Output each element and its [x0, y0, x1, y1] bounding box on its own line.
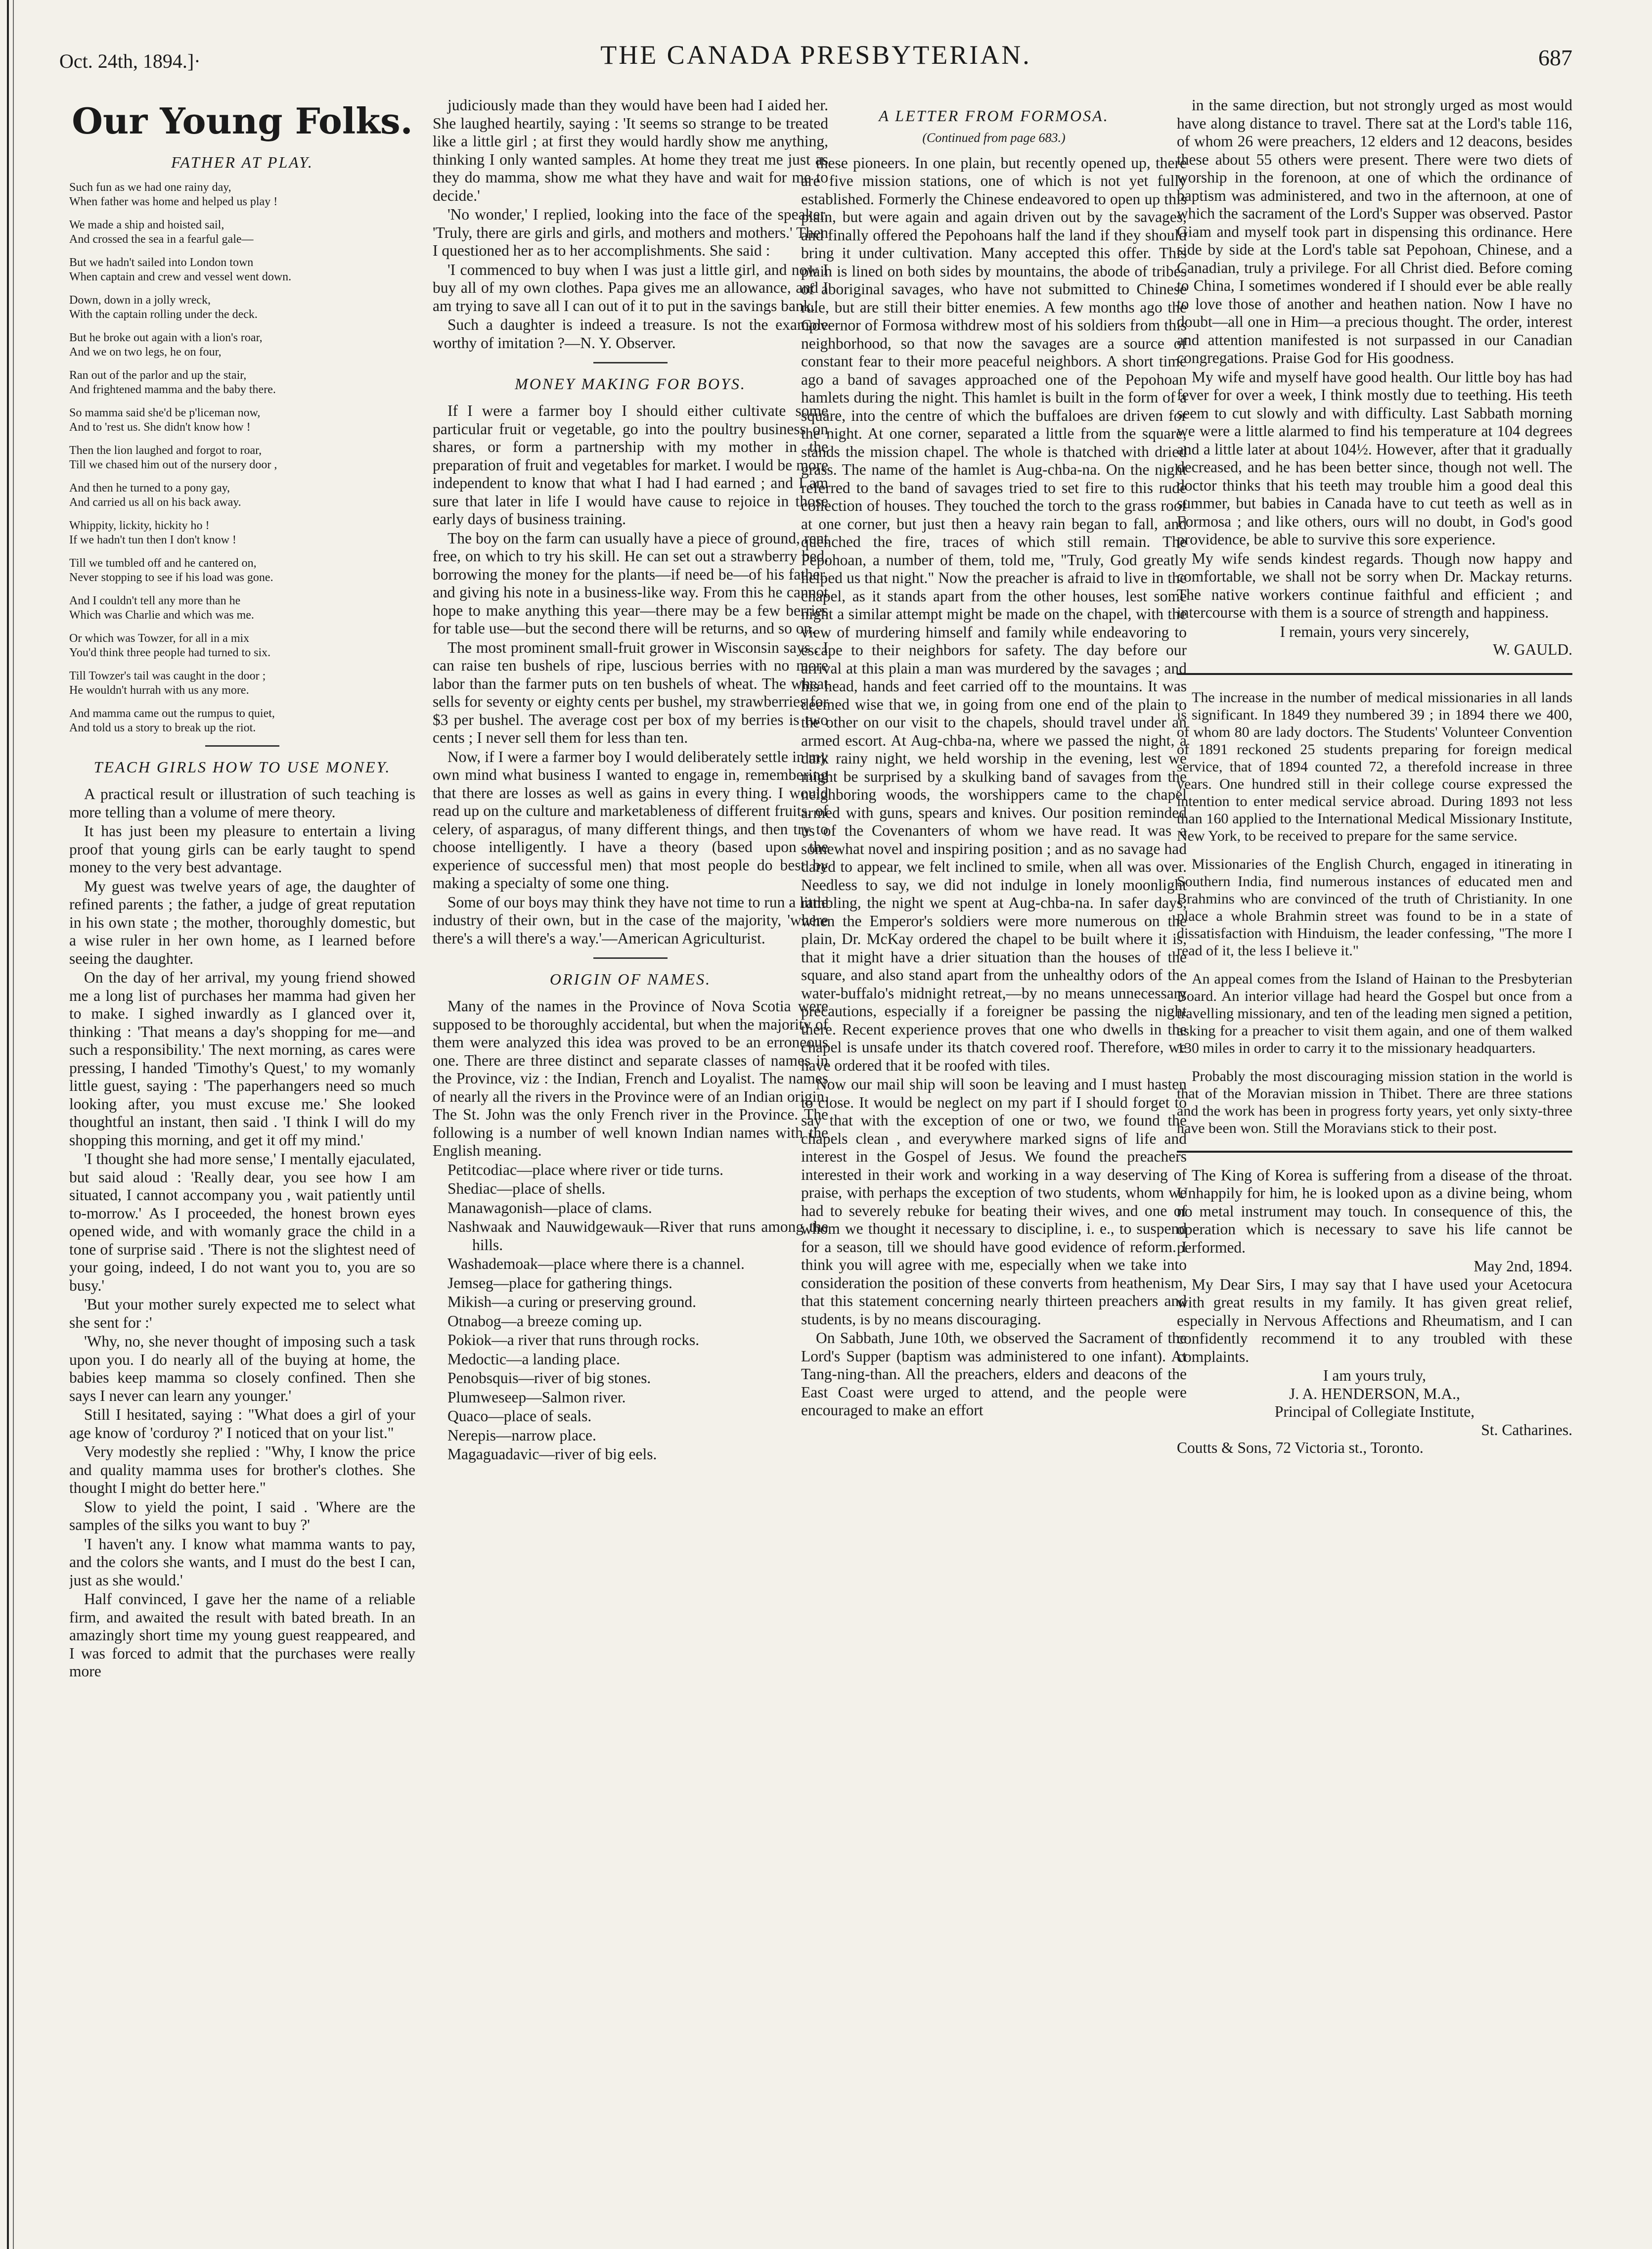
place-name-entry: Otnabog—a breeze coming up.	[447, 1312, 642, 1330]
place-name-entry: Mikish—a curing or preserving ground.	[447, 1293, 697, 1310]
paragraph: On Sabbath, June 10th, we observed the Sacrament of the Lord's Supper (baptism was administered to one infant). At Tang-ning-than. All the preachers, elders and deacons of the East Coast were urged to attend, and the people were encouraged to make an effort	[801, 1329, 1187, 1419]
place-name-entry: Manawagonish—place of clams.	[447, 1199, 652, 1216]
paragraph: 'No wonder,' I replied, looking into the face of the speaker. 'Truly, there are girls and girls, and mothers and mothers.' Then I questioned her as to her accomplishments. She said :	[433, 206, 828, 259]
signature-line: J. A. HENDERSON, M.A.,	[1289, 1385, 1460, 1402]
paragraph: On the day of her arrival, my young friend showed me a long list of purchases her mamma had given her to make. I sighed inwardly as I glanced over it, thinking : 'That means a day's shopping for me—and such a responsibility.' The next morning, as cares were pressing, I handed 'Timothy's Quest,' to my womanly little guest, saying : 'The paperhangers need so much looking after, you must excuse me.' She looked thoughtful an instant, then said . 'I think I will do my shopping this morning, and get it off my mind.'	[69, 969, 415, 1149]
article-title: ORIGIN OF NAMES.	[549, 970, 712, 988]
poem-stanza: Whippity, lickity, hickity ho ! If we hadn't tun then I don't know !	[69, 519, 236, 546]
poem-stanza: Or which was Towzer, for all in a mix You'd think three people had turned to six.	[69, 632, 271, 659]
poem-stanza: Ran out of the parlor and up the stair, And frightened mamma and the baby there.	[69, 369, 276, 396]
poem-stanza: And then he turned to a pony gay, And carried us all on his back away.	[69, 482, 241, 509]
paragraph: 'I haven't any. I know what mamma wants to pay, and the colors she wants, and I must do the best I can, just as she would.'	[69, 1535, 415, 1589]
paragraph: Many of the names in the Province of Nova Scotia were supposed to be thoroughly accidental, but when the majority of them were analyzed this idea was proved to be an erroneous one. There are three distinct and separate classes of names in the Province, viz : the Indian, French and Loyalist. The names of nearly all the rivers in the Province were of an Indian origin. The St. John was the only French river in the Province. The following is a number of well known Indian names with the English meaning.	[433, 997, 828, 1159]
paragraph: A practical result or illustration of such teaching is more telling than a volume of mere theory.	[69, 785, 415, 821]
paragraph: 'Why, no, she never thought of imposing such a task upon you. I do nearly all of the buying at home, the babies keep mamma so closely confined. Then she says I never can learn any younger.'	[69, 1333, 415, 1404]
poem-stanza: But we hadn't sailed into London town When captain and crew and vessel went down.	[69, 256, 292, 283]
place-name-entry: Petitcodiac—place where river or tide turns.	[447, 1161, 724, 1178]
poem-stanza: And mamma came out the rumpus to quiet, And told us a story to break up the riot.	[69, 707, 275, 734]
column-2	[433, 96, 828, 2238]
paragraph: My guest was twelve years of age, the daughter of refined parents ; the father, a judge of great reputation in his own state ; the mother, thoroughly domestic, but a wise ruler in her own home, as I learned before seeing the daughter.	[69, 877, 415, 967]
paragraph: It has just been my pleasure to entertain a living proof that young girls can be early taught to spend money to the very best advantage.	[69, 822, 415, 876]
section-masthead: Our Young Folks.	[72, 100, 413, 142]
article-title: TEACH GIRLS HOW TO USE MONEY.	[93, 758, 391, 776]
place-name-entry: Pokiok—a river that runs through rocks.	[447, 1331, 700, 1349]
paragraph: judiciously made than they would have been had I aided her. She laughed heartily, saying : 'It seems so strange to be treated like a little girl ; at first they would hardly show me anything, thinking I only wanted samples. At home they treat me just as they do mamma, show me what they have and wait for me to decide.'	[433, 96, 828, 204]
place-name-entry: Magaguadavic—river of big eels.	[447, 1445, 657, 1463]
page-header	[59, 40, 1572, 84]
article-title: MONEY MAKING FOR BOYS.	[515, 375, 746, 393]
separator	[593, 362, 668, 363]
page-number: 687	[1538, 45, 1572, 70]
testimonial-letter: My Dear Sirs, I may say that I have used your Acetocura with great results in my family. It has given great relief, especially in Nervous Affections and Rheumatism, and I can confidently recommend it to any troubled with these complaints.	[1177, 1275, 1572, 1365]
paragraph: these pioneers. In one plain, but recently opened up, there are five mission stations, one of which is not yet fully established. Formerly the Chinese endeavored to open up this plain, but were again and again driven out by the savages, and finally offered the Pepohoans half the land if they should bring it under cultivation. Many accepted this offer. This plain is lined on both sides by mountains, the abode of tribes of aboriginal savages, who have not submitted to Chinese rule, but are still their bitter enemies. A few months ago the Governor of Formosa withdrew most of his soldiers from this neighborhood, so that now the savages are a source of constant fear to their more peaceful neighbors. A short time ago a band of savages approached one of the Pepohoan hamlets during the night. This hamlet is built in the form of a square, into the centre of which the buffaloes are driven for the night. At one corner, separated a little from the square, stands the mission chapel. The whole is thatched with dried grass. The name of the hamlet is Aug-chba-na. On the night referred to the band of savages tried to set fire to this rude collection of houses. They touched the torch to the grass roof at one corner, but just then a heavy rain began to fall, and quenched the fire, traces of which still remain. The Pepohoan, a number of them, told me, "Truly, God greatly helped us that night." Now the preacher is afraid to live in the chapel, as it stands apart from the other houses, lest some night a similar attempt might be made on the chapel, with the view of murdering himself and family while endeavoring to escape to their neighbors for safety. The day before our arrival at this plain a man was murdered by the savages ; and his head, hands and feet carried off to the mountains. It was deemed wise that we, in going from one end of the plain to the other on our visit to the chapels, should travel under an armed escort. At Aug-chba-na, where we passed the night, a dark rainy night, we held worship in the evening, lest we might be surprised by a skulking band of savages from the neighboring woods, the worshippers came to the chapel armed with guns, spears and knives. Our position reminded us of the Covenanters of whom we have read. It was a somewhat novel and inspiring position ; and as no savage had dared to appear, we felt inclined to smile, when all was over. Needless to say, we did not indulge in lonely moonlight rambling, the night we spent at Aug-chba-na. In safer days, when the Emperor's soldiers were more numerous on the plain, Dr. McKay ordered the chapel to be built where it is, that it might have a drier situation than the houses of the square, and also stand apart from the unhealthy odors of the water-buffalo's midnight retreat,—by no means unnecessary precautions, especially if a foreigner be passing the night there. Recent experience proves that one who dwells in the chapel is unsafe under its thatch covered roof. Therefore, we have ordered that it be roofed with tiles.	[801, 154, 1187, 1074]
poem	[69, 180, 415, 735]
testimonial-signature	[1177, 1367, 1572, 1439]
paragraph: The boy on the farm can usually have a piece of ground, rent free, on which to try his skill. He can set out a strawberry bed, borrowing the money for the plants—if need be—of his father, and giving his note in a business-like way. From this he cannot hope to make anything this year—there may be a few berries for table use—but the second there will be returns, and so on.	[433, 529, 828, 637]
paragraph: 'I thought she had more sense,' I mentally ejaculated, but said aloud : 'Really dear, you see how I am situated, I cannot accompany you , wait patiently until to-morrow.' As I proceeded, the honest brown eyes opened wide, and with womanly grace the child in a tone of surprise said . 'There is not the slightest need of your going, indeed, I do not want you to, you are so busy.'	[69, 1150, 415, 1294]
news-item: An appeal comes from the Island of Hainan to the Presbyterian Board. An interior village had heard the Gospel but once from a travelling missionary, and ten of the leading men signed a petition, asking for a preacher to visit them again, and one of them walked 130 miles in order to carry it to the missionary headquarters.	[1177, 970, 1572, 1056]
advertisement-footer: Coutts & Sons, 72 Victoria st., Toronto.	[1177, 1439, 1424, 1456]
place-name-entry: Shediac—place of shells.	[447, 1180, 606, 1197]
signature-line: I am yours truly,	[1323, 1367, 1426, 1384]
column-1	[69, 96, 415, 2238]
paragraph: My wife sends kindest regards. Though now happy and comfortable, we shall not be sorry when Dr. Mackay returns. The native workers continue faithful and efficient ; and intercourse with them is a source of strength and happiness.	[1177, 549, 1572, 621]
poem-stanza: So mamma said she'd be p'liceman now, And to 'rest us. She didn't know how !	[69, 406, 261, 434]
place-name-entry: Nashwaak and Nauwidgewauk—River that runs among the hills.	[447, 1218, 828, 1254]
poem-title: FATHER AT PLAY.	[171, 153, 313, 171]
paragraph: 'I commenced to buy when I was just a little girl, and now I buy all of my own clothes. Papa gives me an allowance, and I am trying to save all I can out of it to put in the savings bank.'	[433, 261, 828, 315]
article-body	[433, 997, 828, 1160]
column-4	[1177, 96, 1572, 2238]
advertisement-text: The King of Korea is suffering from a disease of the throat. Unhappily for him, he is looked upon as a divine being, whom no metal instrument may touch. In consequence of this, the operation which is necessary to save his life cannot be performed.	[1177, 1166, 1572, 1256]
separator	[1177, 673, 1572, 675]
paragraph: Still I hesitated, saying : "What does a girl of your age know of 'corduroy ?' I noticed that on your list."	[69, 1406, 415, 1441]
news-item: Probably the most discouraging mission station in the world is that of the Moravian mission in Thibet. There are three stations and the work has been in progress forty years, yet only sixty-three have been won. Still the Moravians stick to their post.	[1177, 1068, 1572, 1136]
binding-rule-inner	[13, 0, 14, 2249]
paragraph: in the same direction, but not strongly urged as most would have along distance to travel. There sat at the Lord's table 116, of whom 26 were preachers, 12 elders and 12 deacons, besides these about 55 others were present. There were two diets of worship in the forenoon, at one of which the ordinance of baptism was administered, and two in the afternoon, at one of which the sacrament of the Lord's Supper was observed. Pastor Giam and myself took part in dispensing this ordinance. Here side by side at the Lord's table sat Pepohoan, Chinese, and a Canadian, truly a privilege. For all Christ died. Before coming to China, I sometimes wondered if I should ever be able really to love those of another and heathen nation. Now I have no doubt—all one in Him—a precious thought. The order, interest and attention manifested is not surpassed in our Canadian congregations. Praise God for His goodness.	[1177, 96, 1572, 366]
paragraph: Such a daughter is indeed a treasure. Is not the example worthy of imitation ?—N. Y. Observer.	[433, 316, 828, 352]
issue-date: Oct. 24th, 1894.]·	[59, 50, 201, 72]
place-name-entry: Medoctic—a landing place.	[447, 1350, 620, 1368]
paragraph: Very modestly she replied : "Why, I know the price and quality mamma uses for brother's clothes. She thought I might do better here."	[69, 1443, 415, 1496]
article-body	[801, 154, 1187, 1420]
binding-rule	[7, 0, 9, 2249]
poem-stanza: We made a ship and hoisted sail, And crossed the sea in a fearful gale—	[69, 219, 254, 246]
place-name-entry: Plumweseep—Salmon river.	[447, 1388, 626, 1406]
news-items	[1177, 689, 1572, 1137]
poem-stanza: And I couldn't tell any more than he Which was Charlie and which was me.	[69, 594, 254, 622]
place-name-entry: Jemseg—place for gathering things.	[447, 1274, 672, 1292]
separator	[1177, 1151, 1572, 1153]
letter-signature: W. GAULD.	[1493, 641, 1572, 658]
place-name-entry: Washademoak—place where there is a channel.	[447, 1255, 745, 1272]
poem-stanza: Till Towzer's tail was caught in the door ; He wouldn't hurrah with us any more.	[69, 670, 266, 697]
paragraph: Half convinced, I gave her the name of a reliable firm, and awaited the result with bated breath. In an amazingly short time my young guest reappeared, and I was forced to admit that the purchases were really more	[69, 1590, 415, 1680]
separator	[205, 745, 279, 747]
signature-line: Principal of Collegiate Institute,	[1274, 1403, 1475, 1420]
signature-line: St. Catharines.	[1481, 1421, 1572, 1439]
poem-stanza: Down, down in a jolly wreck, With the captain rolling under the deck.	[69, 294, 258, 321]
news-item: The increase in the number of medical missionaries in all lands is significant. In 1849 they numbered 39 ; in 1894 there we 400, of whom 80 are lady doctors. The Students' Volunteer Convention of 1891 reckoned 25 students preparing for foreign medical service, that of 1894 counted 72, a therefold increase in three years. One hundred still in their college course expressed the intention to enter medical service abroad. During 1893 not less than 160 applied to the International Medical Missionary Institute, New York, to be received to prepare for the same service.	[1177, 689, 1572, 844]
article-body	[69, 785, 415, 1681]
paragraph: Now, if I were a farmer boy I would deliberately settle in my own mind what business I wanted to engage in, remembering that there are losses as well as gains in every thing. I would read up on the culture and marketableness of different fruits, of celery, of asparagus, of many different things, and then try to choose intelligently. I have a theory (based upon the experience of successful men) that most people do best by making a specialty of some one thing.	[433, 748, 828, 892]
poem-stanza: But he broke out again with a lion's roar, And we on two legs, he on four,	[69, 331, 263, 359]
paragraph: Now our mail ship will soon be leaving and I must hasten to close. It would be neglect on my part if I should forget to say that with the exception of one or two, we found the chapels clean , and everywhere marked signs of life and interest in the Gospel of Jesus. We found the preachers interested in their work and working in a way deserving of praise, with perhaps the exception of two students, whom we had to severely rebuke for beating their wives, and one of whom we thought it necessary to discipline, i. e., to suspend for a season, till we should have good evidence of reform. I think you will agree with me, especially when we take into consideration the position of these converts from heathenism, that this statement concerning nearly thirteen preachers and students, is by no means discouraging.	[801, 1076, 1187, 1328]
news-item: Missionaries of the English Church, engaged in itinerating in Southern India, find numerous instances of educated men and Brahmins who are convinced of the truth of Christianity. In one place a whole Brahmin street was found to be in a state of dissatisfaction with Hinduism, the leader confessing, "The more I read of it, the less I believe it."	[1177, 855, 1572, 959]
paragraph: My wife and myself have good health. Our little boy has had fever for over a week, I think mostly due to teething. His teeth seem to cut slowly and with difficulty. Last Sabbath morning we were a little alarmed to find his temperature at 104 degrees and a little later at about 104½. However, after that it gradually decreased, and he has been better since, though not well. The doctor thinks that his teeth may trouble him a good deal this summer, but babies in Canada have to cut teeth as well as in Formosa ; and like others, ours will no doubt, in God's good providence, be able to survive this sore experience.	[1177, 368, 1572, 548]
place-name-list	[433, 1161, 828, 1464]
paragraph: 'But your mother surely expected me to select what she sent for :'	[69, 1296, 415, 1331]
place-name-entry: Quaco—place of seals.	[447, 1407, 592, 1425]
place-name-entry: Penobsquis—river of big stones.	[447, 1369, 651, 1387]
poem-stanza: Such fun as we had one rainy day, When father was home and helped us play !	[69, 181, 278, 208]
continued-note: (Continued from page 683.)	[922, 131, 1066, 145]
paragraph: If I were a farmer boy I should either cultivate some particular fruit or vegetable, go into the poultry business on shares, or form a partnership with my mother in the preparation of fruit and vegetables for market. I would be more independent to know that what I had I had earned ; and I am sure that later in life I would have cause to rejoice in those early days of business training.	[433, 402, 828, 528]
article-body	[433, 402, 828, 947]
newspaper-title: THE CANADA PRESBYTERIAN.	[600, 40, 1031, 70]
separator	[593, 957, 668, 959]
letter-closing: I remain, yours very sincerely,	[1280, 623, 1470, 640]
paragraph: The most prominent small-fruit grower in Wisconsin says . I can raise ten bushels of ripe, luscious berries with no more labor than the farmer puts on ten bushels of wheat. The wheat sells for seventy or eighty cents per bushel, my strawberries for $3 per bushel. The average cost per box of my berries is two cents ; I never sell them for less than ten.	[433, 638, 828, 746]
article-title: A LETTER FROM FORMOSA.	[879, 107, 1109, 125]
column-3	[801, 96, 1187, 2238]
poem-stanza: Then the lion laughed and forgot to roar, Till we chased him out of the nursery door ,	[69, 444, 277, 471]
paragraph: Slow to yield the point, I said . 'Where are the samples of the silks you want to buy ?'	[69, 1498, 415, 1533]
place-name-entry: Nerepis—narrow place.	[447, 1426, 596, 1444]
poem-stanza: Till we tumbled off and he cantered on, Never stopping to see if his load was gone.	[69, 557, 273, 584]
paragraph: Some of our boys may think they have not time to run a little industry of their own, but in the case of the majority, 'where there's a will there's a way.'—American Agriculturist.	[433, 893, 828, 947]
advertisement-date: May 2nd, 1894.	[1473, 1258, 1572, 1275]
article-continuation	[433, 96, 828, 352]
letter-continuation	[1177, 96, 1572, 622]
